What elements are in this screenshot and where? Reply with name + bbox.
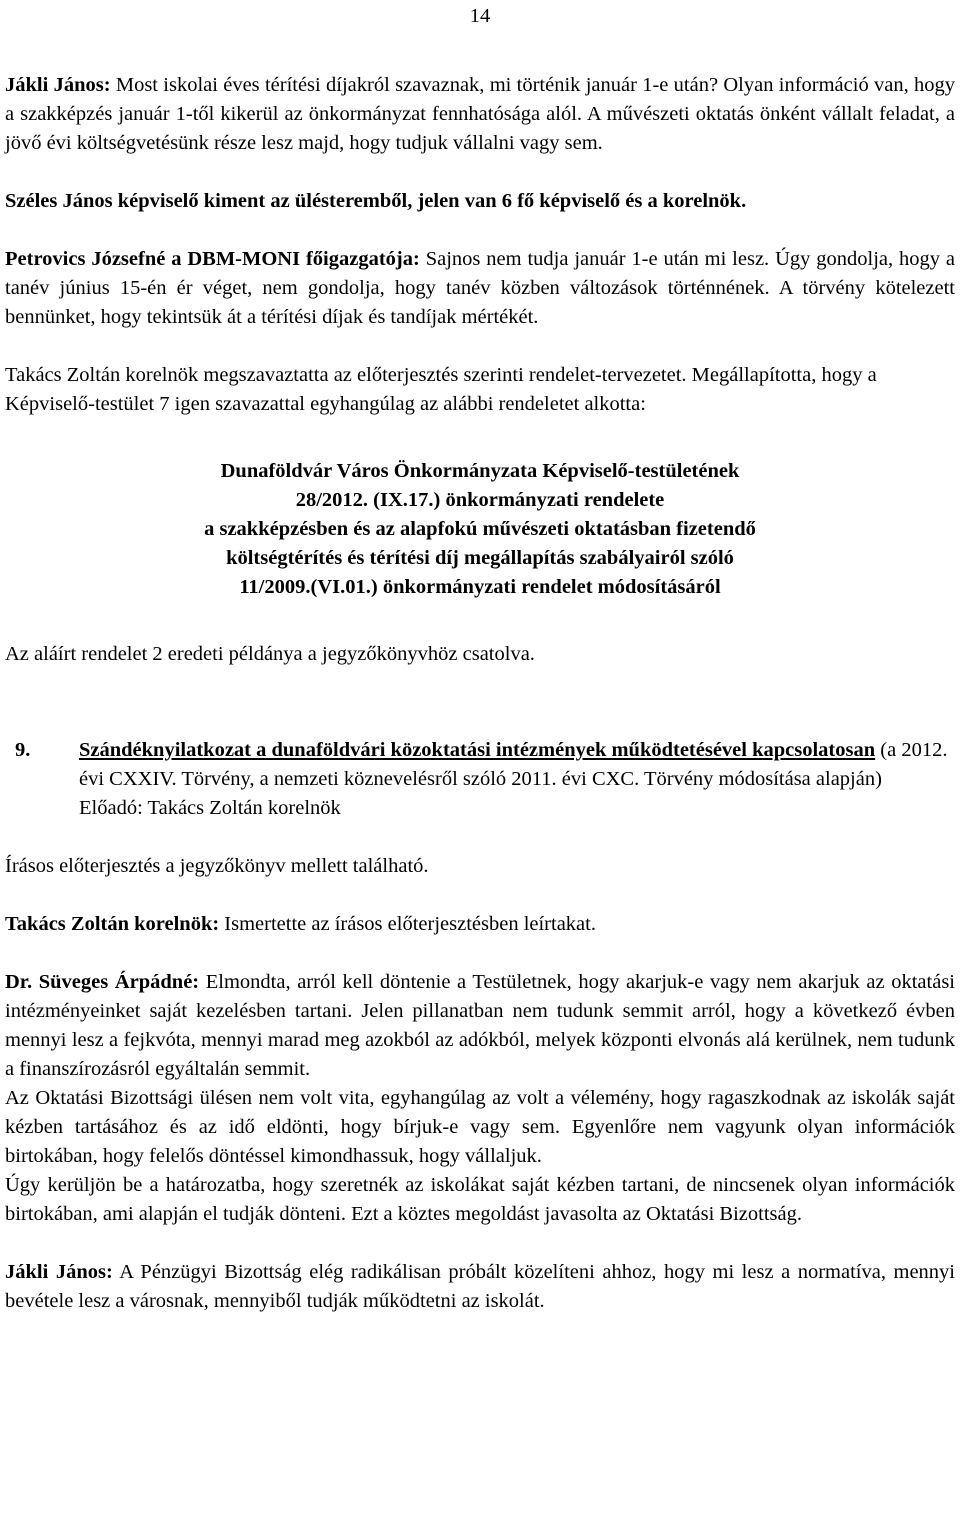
paragraph-jakli-1 xyxy=(5,71,955,158)
document-body xyxy=(5,71,955,1316)
signed-decree-note: Az aláírt rendelet 2 eredeti példánya a jegyzőkönyvhöz csatolva. xyxy=(5,643,535,665)
decree-line: költségtérítés és térítési díj megállapítás szabályairól szóló xyxy=(226,547,734,569)
agenda-body xyxy=(79,736,955,823)
decree-line: 11/2009.(VI.01.) önkormányzati rendelet módosításáról xyxy=(239,576,721,598)
paragraph-text: A Pénzügyi Bizottság elég radikálisan próbált közelíteni ahhoz, hogy mi lesz a normatíva, mennyi bevétele lesz a városnak, mennyiből tudják működtetni az iskolát. xyxy=(5,1261,955,1312)
agenda-presenter: Előadó: Takács Zoltán korelnök xyxy=(79,797,341,819)
paragraph-takacs xyxy=(5,910,955,939)
paragraph-suveges-3: Úgy kerüljön be a határozatba, hogy szeretnék az iskolákat saját kézben tartani, de nincsenek olyan információk birtokában, ami alapján el tudják dönteni. Ezt a köztes megoldást javasolta az Oktatási Bizottság. xyxy=(5,1174,955,1225)
paragraph-jakli-2 xyxy=(5,1258,955,1316)
paragraph-text: Elmondta, arról kell döntenie a Testületnek, hogy akarjuk-e vagy nem akarjuk az oktatási intézményeinket saját kezelésben tartani. Jelen pillanatban nem tudunk semmit arról, hogy a következő évben mennyi lesz a fejkvóta, mennyi marad meg azokból az adókból, melyek központi elvonás alá kerülnek, nem tudunk a finanszírozásról egyáltalán semmit. xyxy=(5,971,955,1080)
decree-line: a szakképzésben és az alapfokú művészeti oktatásban fizetendő xyxy=(204,518,756,540)
attendance-note: Széles János képviselő kiment az ülésteremből, jelen van 6 fő képviselő és a korelnök. xyxy=(5,190,747,212)
speaker-name: Takács Zoltán korelnök: xyxy=(5,913,220,935)
paragraph-text: Ismertette az írásos előterjesztésben leírtakat. xyxy=(219,913,596,935)
speaker-name: Petrovics Józsefné a DBM-MONI főigazgatója: xyxy=(5,248,420,270)
paragraph-text: Most iskolai éves térítési díjakról szavaznak, mi történik január 1-e után? Olyan információ van, hogy a szakképzés január 1-től kikerül az önkormányzat fennhatósága alól. A művészeti oktatás önként vállalt feladat, a jövő évi költségvetésünk része lesz majd, hogy tudjuk vállalni vagy sem. xyxy=(5,74,955,154)
paragraph-suveges-2: Az Oktatási Bizottsági ülésen nem volt vita, egyhangúlag az volt a vélemény, hogy ragaszkodnak az iskolák saját kézben tartásához és az idő eldönti, hogy bírjuk-e vagy sem. Egyenlőre nem vagyunk olyan információk birtokában, hogy felelős döntéssel kimondhassuk, hogy vállaljuk. xyxy=(5,1087,955,1167)
agenda-number: 9. xyxy=(15,739,31,761)
decree-line: 28/2012. (IX.17.) önkormányzati rendelete xyxy=(295,489,665,511)
page-number: 14 xyxy=(469,5,491,27)
agenda-title: Szándéknyilatkozat a dunaföldvári közoktatási intézmények működtetésével kapcsolatosan xyxy=(79,739,876,761)
paragraph-suveges xyxy=(5,968,955,1084)
speaker-name: Jákli János: xyxy=(5,1261,113,1283)
written-submission-note: Írásos előterjesztés a jegyzőkönyv mellett található. xyxy=(5,855,429,877)
decree-line: Dunaföldvár Város Önkormányzata Képviselő-testületének xyxy=(220,460,740,482)
paragraph-petrovics xyxy=(5,245,955,332)
decree-title-block xyxy=(5,457,955,602)
agenda-text: (a 2012. évi CXXIV. Törvény, a nemzeti köznevelésről szóló 2011. évi CXC. Törvény módosítása alapján) xyxy=(79,739,948,790)
paragraph-text: Sajnos nem tudja január 1-e után mi lesz. Úgy gondolja, hogy a tanév június 15-én ér véget, nem gondolja, hogy tanév közben változások történnének. A törvény kötelezett bennünket, hogy tekintsük át a térítési díjak és tandíjak mértékét. xyxy=(5,248,955,328)
speaker-name: Dr. Süveges Árpádné: xyxy=(5,971,200,993)
speaker-name: Jákli János: xyxy=(5,74,111,96)
agenda-item-9 xyxy=(5,736,955,823)
vote-paragraph: Takács Zoltán korelnök megszavaztatta az előterjesztés szerinti rendelet-tervezetet. Megállapította, hogy a Képviselő-testület 7 igen szavazattal egyhangúlag az alábbi rendeletet alkotta: xyxy=(5,364,877,415)
